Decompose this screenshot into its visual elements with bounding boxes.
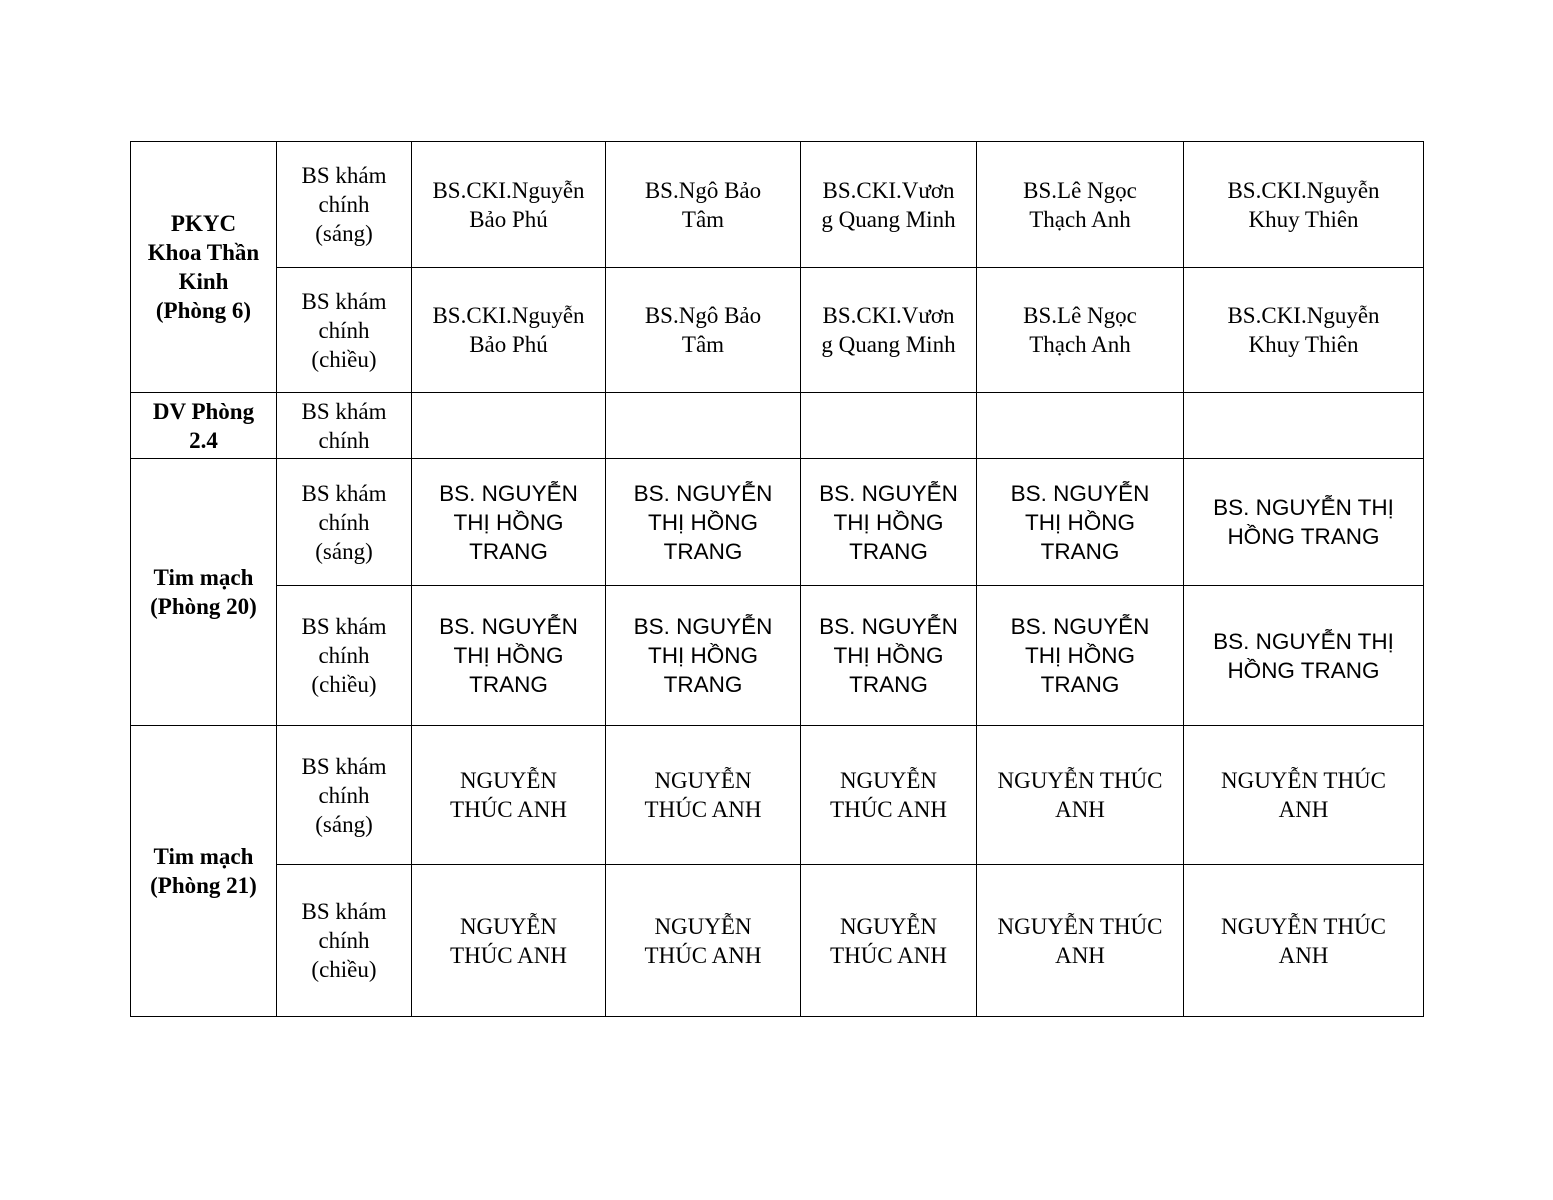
doctor-cell: BS.CKI.Vươn g Quang Minh [801,142,977,268]
doctor-cell: NGUYỄN THÚC ANH [606,865,801,1017]
doctor-cell: BS.Ngô Bảo Tâm [606,268,801,393]
doctor-cell: NGUYỄN THÚC ANH [977,865,1184,1017]
doctor-cell: BS.Ngô Bảo Tâm [606,142,801,268]
doctor-cell: BS. NGUYỄN THỊ HỒNG TRANG [977,459,1184,586]
department-cell-dv-room: DV Phòng 2.4 [131,393,277,459]
table-row [131,865,1424,1017]
doctor-cell: NGUYỄN THÚC ANH [1184,726,1424,865]
doctor-cell [977,393,1184,459]
table-row [131,726,1424,865]
doctor-cell: NGUYỄN THÚC ANH [977,726,1184,865]
doctor-cell [1184,393,1424,459]
table-row [131,393,1424,459]
doctor-cell [801,393,977,459]
department-cell-cardiology-21: Tim mạch (Phòng 21) [131,726,277,1017]
doctor-cell [412,393,606,459]
table-row [131,586,1424,726]
doctor-cell: BS. NGUYỄN THỊ HỒNG TRANG [801,459,977,586]
doctor-cell: BS. NGUYỄN THỊ HỒNG TRANG [977,586,1184,726]
doctor-cell: BS.CKI.Nguyễn Bảo Phú [412,142,606,268]
doctor-cell: BS.CKI.Vươn g Quang Minh [801,268,977,393]
doctor-cell: BS. NGUYỄN THỊ HỒNG TRANG [606,586,801,726]
role-cell: BS khám chính (chiều) [277,268,412,393]
role-cell: BS khám chính (sáng) [277,142,412,268]
doctor-cell: BS. NGUYỄN THỊ HỒNG TRANG [412,586,606,726]
table-row [131,142,1424,268]
role-cell: BS khám chính (chiều) [277,586,412,726]
doctor-cell: BS. NGUYỄN THỊ HỒNG TRANG [1184,459,1424,586]
doctor-cell: BS.Lê Ngọc Thạch Anh [977,268,1184,393]
doctor-cell: NGUYỄN THÚC ANH [801,865,977,1017]
department-cell-neurology: PKYC Khoa Thần Kinh (Phòng 6) [131,142,277,393]
department-cell-cardiology-20: Tim mạch (Phòng 20) [131,459,277,726]
role-cell: BS khám chính (chiều) [277,865,412,1017]
doctor-cell: NGUYỄN THÚC ANH [412,865,606,1017]
doctor-cell: BS.CKI.Nguyễn Khuy Thiên [1184,268,1424,393]
doctor-cell: BS.CKI.Nguyễn Khuy Thiên [1184,142,1424,268]
doctor-cell [606,393,801,459]
doctor-cell: NGUYỄN THÚC ANH [412,726,606,865]
doctor-cell: NGUYỄN THÚC ANH [1184,865,1424,1017]
doctor-cell: BS. NGUYỄN THỊ HỒNG TRANG [412,459,606,586]
role-cell: BS khám chính (sáng) [277,726,412,865]
doctor-cell: BS. NGUYỄN THỊ HỒNG TRANG [1184,586,1424,726]
doctor-cell: BS. NGUYỄN THỊ HỒNG TRANG [606,459,801,586]
role-cell: BS khám chính [277,393,412,459]
doctor-cell: NGUYỄN THÚC ANH [801,726,977,865]
table-row [131,268,1424,393]
role-cell: BS khám chính (sáng) [277,459,412,586]
table-row [131,459,1424,586]
doctor-cell: NGUYỄN THÚC ANH [606,726,801,865]
doctor-schedule-table [130,141,1424,1017]
doctor-cell: BS.CKI.Nguyễn Bảo Phú [412,268,606,393]
doctor-cell: BS.Lê Ngọc Thạch Anh [977,142,1184,268]
doctor-cell: BS. NGUYỄN THỊ HỒNG TRANG [801,586,977,726]
